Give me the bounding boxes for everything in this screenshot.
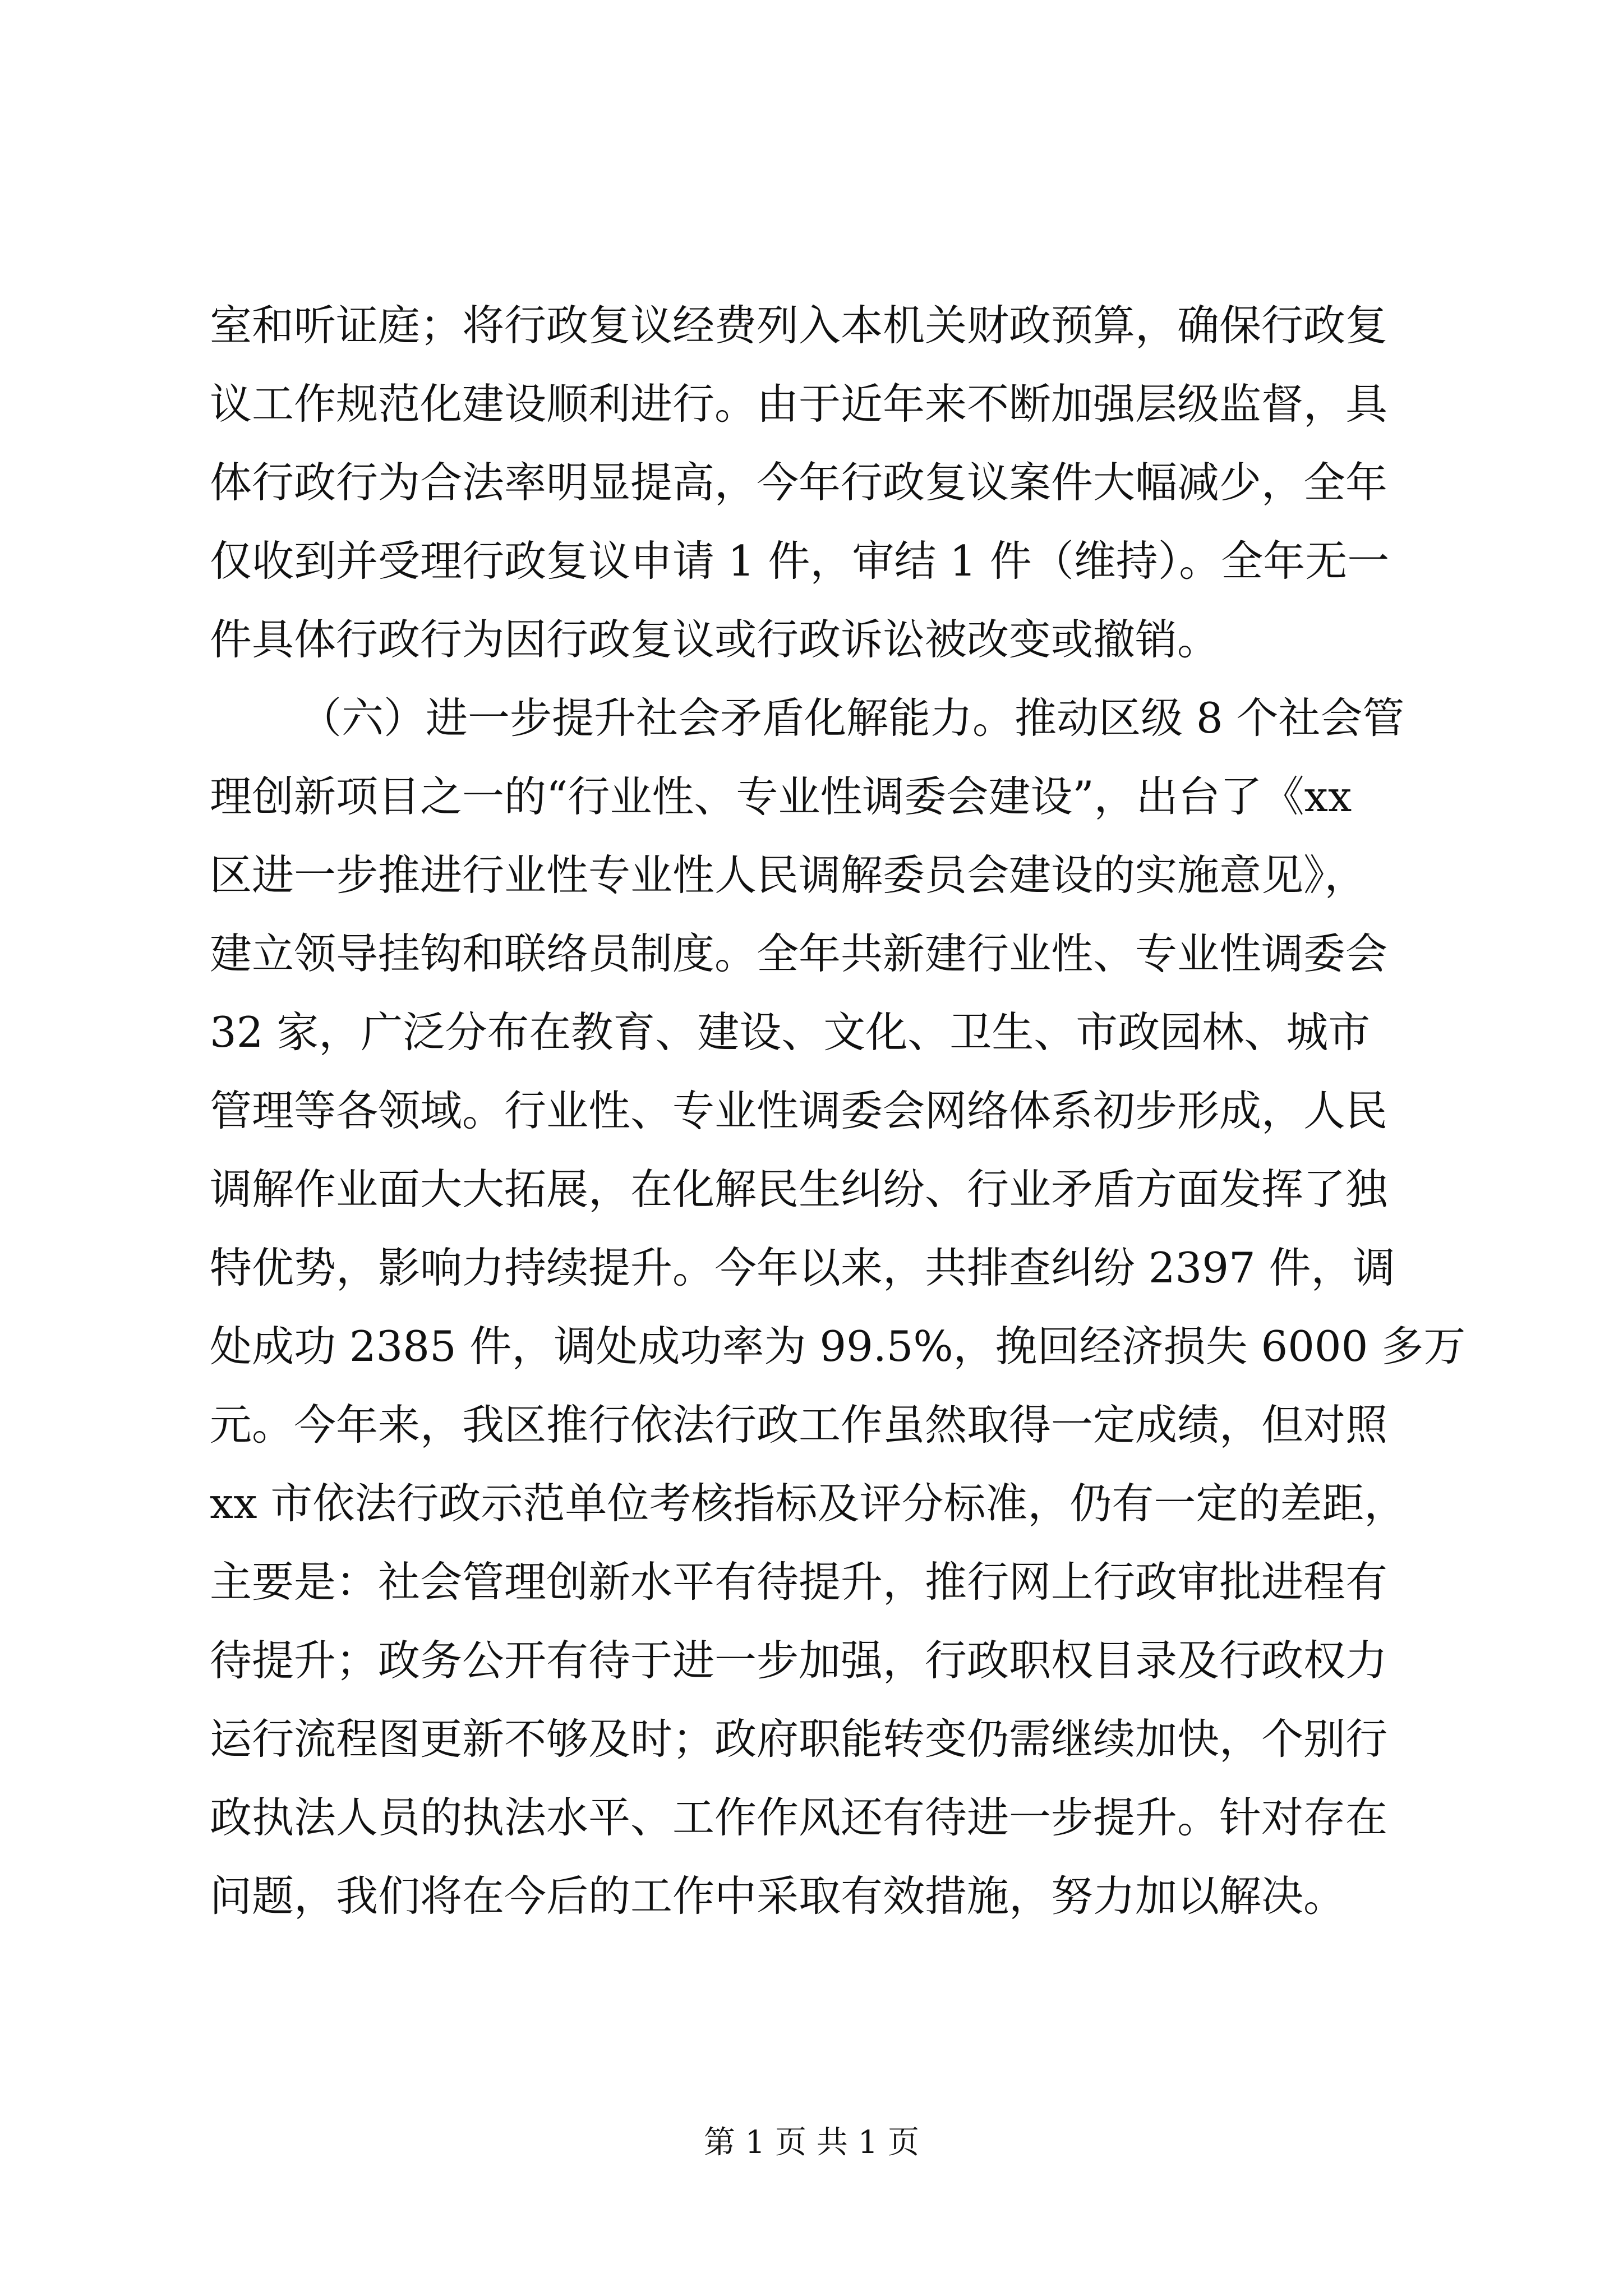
text-line: 元。今年来，我区推行依法行政工作虽然取得一定成绩，但对照 <box>210 1400 1388 1450</box>
text-line: 问题，我们将在今后的工作中采取有效措施，努力加以解决。 <box>210 1871 1346 1921</box>
page-number: 第 1 页 共 1 页 <box>703 2124 920 2161</box>
text-line: 特优势，影响力持续提升。今年以来，共排查纠纷 2397 件，调 <box>210 1243 1395 1292</box>
text-line: 仅收到并受理行政复议申请 1 件，审结 1 件（维持）。全年无一 <box>210 536 1390 586</box>
text-line: 件具体行政行为因行政复议或行政诉讼被改变或撤销。 <box>210 615 1220 664</box>
text-line: 待提升；政务公开有待于进一步加强，行政职权目录及行政权力 <box>210 1636 1388 1685</box>
text-line: 室和听证庭；将行政复议经费列入本机关财政预算，确保行政复 <box>210 301 1388 350</box>
text-line: 议工作规范化建设顺利进行。由于近年来不断加强层级监督，具 <box>210 379 1388 429</box>
text-line: 建立领导挂钩和联络员制度。全年共新建行业性、专业性调委会 <box>210 929 1388 978</box>
text-line: 调解作业面大大拓展，在化解民生纠纷、行业矛盾方面发挥了独 <box>210 1165 1388 1214</box>
text-line: 体行政行为合法率明显提高，今年行政复议案件大幅减少，全年 <box>210 458 1388 507</box>
text-line: 政执法人员的执法水平、工作作风还有待进一步提升。针对存在 <box>210 1793 1388 1842</box>
text-line: 理创新项目之一的“行业性、专业性调委会建设”，出台了《xx <box>210 772 1352 821</box>
text-line: 区进一步推进行业性专业性人民调解委员会建设的实施意见》， <box>210 850 1367 900</box>
text-line: xx 市依法行政示范单位考核指标及评分标准，仍有一定的差距， <box>210 1479 1407 1528</box>
paragraph-first-line: （六）进一步提升社会矛盾化解能力。推动区级 8 个社会管 <box>299 693 1405 743</box>
text-line: 32 家，广泛分布在教育、建设、文化、卫生、市政园林、城市 <box>210 1007 1371 1057</box>
text-line: 处成功 2385 件，调处成功率为 99.5%，挽回经济损失 6000 多万 <box>210 1322 1466 1371</box>
text-line: 运行流程图更新不够及时；政府职能转变仍需继续加快，个别行 <box>210 1714 1388 1764</box>
text-line: 管理等各领域。行业性、专业性调委会网络体系初步形成，人民 <box>210 1086 1388 1135</box>
text-line: 主要是：社会管理创新水平有待提升，推行网上行政审批进程有 <box>210 1557 1388 1607</box>
